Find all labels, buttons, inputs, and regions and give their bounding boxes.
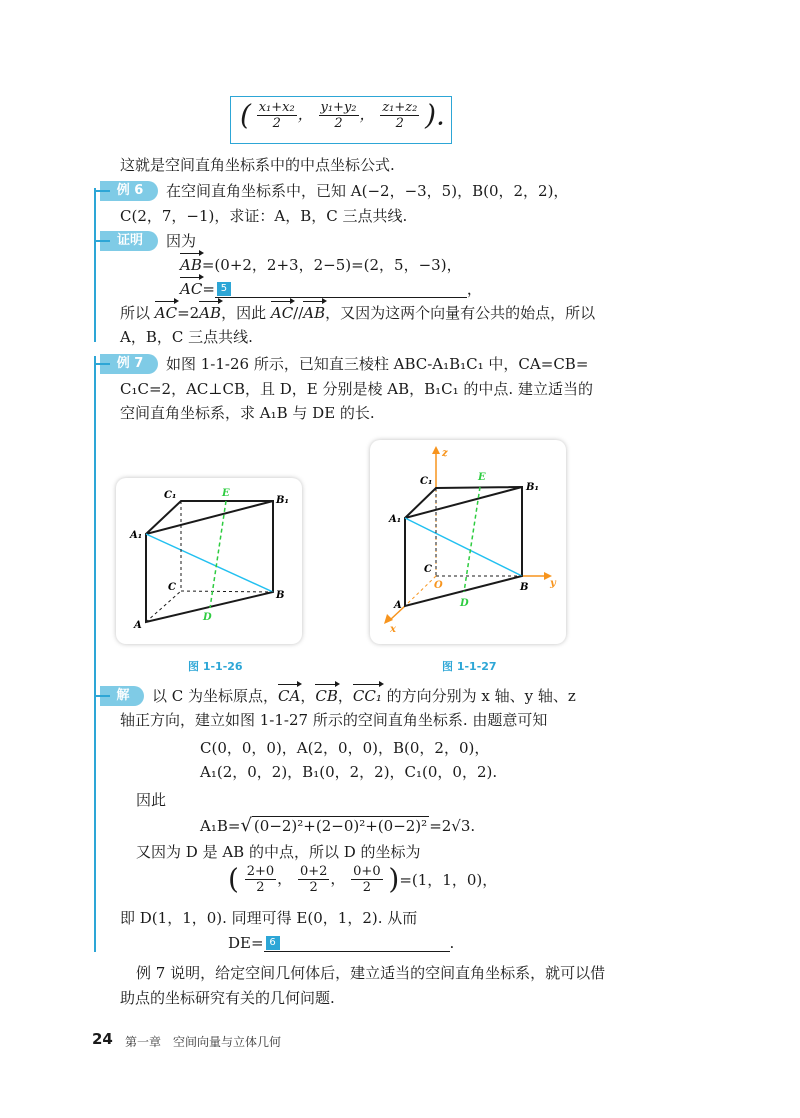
solution-line2: 轴正方向，建立如图 1-1-27 所示的空间直角坐标系. 由题意可知 xyxy=(120,711,548,729)
example7-margin-bar xyxy=(94,356,96,952)
page-number: 24 xyxy=(92,1030,113,1048)
solution-line1: 以 C 为坐标原点，CA，CB，CC₁ 的方向分别为 x 轴、y 轴、z xyxy=(152,684,576,708)
prism-diagram xyxy=(116,478,302,644)
figure-1-1-26-caption: 图 1-1-26 xyxy=(188,660,243,673)
label-A: A xyxy=(134,620,142,631)
label-O: O xyxy=(434,580,443,591)
example7-line3: 空间直角坐标系，求 A₁B 与 DE 的长. xyxy=(120,404,375,422)
label-C: C xyxy=(168,582,176,593)
chapter-title: 第一章 空间向量与立体几何 xyxy=(125,1035,282,1049)
example6-tag: 例 6 xyxy=(100,181,158,201)
figure-1-1-27 xyxy=(370,440,566,644)
proof-ac-line: AC= 5 ， xyxy=(180,277,482,301)
proof-ab-line: AB=(0+2，2+3，2−5)=(2，5，−3)， xyxy=(180,253,462,277)
figure-1-1-26 xyxy=(116,478,302,644)
label-B1: B₁ xyxy=(526,482,539,493)
blank-6[interactable]: 6 xyxy=(264,934,450,952)
label-B: B xyxy=(276,590,285,601)
example6-line1: 在空间直角坐标系中，已知 A(−2，−3，5)，B(0，2，2)， xyxy=(166,182,569,200)
solution-d-midpoint: 又因为 D 是 AB 的中点，所以 D 的坐标为 xyxy=(136,843,421,861)
label-C: C xyxy=(424,564,432,575)
label-y: y xyxy=(550,578,556,589)
solution-tag: 解 xyxy=(100,686,144,706)
label-D: D xyxy=(203,612,212,623)
label-x: x xyxy=(390,624,396,635)
example6-margin-bar xyxy=(94,188,96,342)
closing-line1: 例 7 说明，给定空间几何体后，建立适当的空间直角坐标系，就可以借 xyxy=(136,964,606,982)
solution-de-line: DE= 6 . xyxy=(228,934,455,952)
solution-d-line: 即 D(1，1，0). 同理可得 E(0，1，2). 从而 xyxy=(120,909,418,927)
proof-line4: 所以 AC=2AB，因此 AC//AB，又因为这两个向量有公共的始点，所以 xyxy=(120,301,595,325)
label-E: E xyxy=(222,488,230,499)
label-B: B xyxy=(520,582,529,593)
solution-d-formula: ( $\frac{2+0}{2}$ ， $\frac{0+2}{2}$ ， $\frac{0+0}{2}$ )=(1，1，0)， xyxy=(228,862,498,896)
coordinate-prism-diagram xyxy=(370,440,566,644)
label-A: A xyxy=(394,600,402,611)
label-A1: A₁ xyxy=(130,530,143,541)
blank-5[interactable]: 5 xyxy=(215,280,467,298)
solution-coords1: C(0，0，0)，A(2，0，0)，B(0，2，0)， xyxy=(200,739,490,757)
proof-because: 因为 xyxy=(166,232,197,250)
label-z: z xyxy=(442,448,448,459)
label-A1: A₁ xyxy=(389,514,402,525)
figure-1-1-27-caption: 图 1-1-27 xyxy=(442,660,497,673)
solution-coords2: A₁(2，0，2)，B₁(0，2，2)，C₁(0，0，2). xyxy=(200,763,498,781)
example7-line1: 如图 1-1-26 所示，已知直三棱柱 ABC-A₁B₁C₁ 中，CA=CB= xyxy=(166,355,589,373)
label-C1: C₁ xyxy=(420,476,433,487)
label-B1: B₁ xyxy=(276,495,289,506)
proof-line5: A，B，C 三点共线. xyxy=(120,328,253,346)
proof-tag: 证明 xyxy=(100,231,158,251)
example6-line2: C(2，7，−1)，求证：A，B，C 三点共线. xyxy=(120,207,408,225)
midpoint-sentence: 这就是空间直角坐标系中的中点坐标公式. xyxy=(120,156,395,174)
example7-tag: 例 7 xyxy=(100,354,158,374)
label-E: E xyxy=(478,472,486,483)
label-D: D xyxy=(460,598,469,609)
solution-a1b-formula: A₁B=√ (0−2)²+(2−0)²+(0−2)² =2√3. xyxy=(200,815,476,836)
closing-line2: 助点的坐标研究有关的几何问题. xyxy=(120,989,335,1007)
midpoint-formula: ( $\frac{\text{x₁+x₂}}{2}$ ， $\frac{\text{y₁+y₂}}{2}$ ， $\frac{\text{z₁+z₂}}{2}$ ). xyxy=(240,98,445,132)
label-C1: C₁ xyxy=(164,490,177,501)
example7-line2: C₁C=2，AC⊥CB，且 D，E 分别是棱 AB，B₁C₁ 的中点. 建立适当的 xyxy=(120,380,593,398)
solution-therefore: 因此 xyxy=(136,791,167,809)
